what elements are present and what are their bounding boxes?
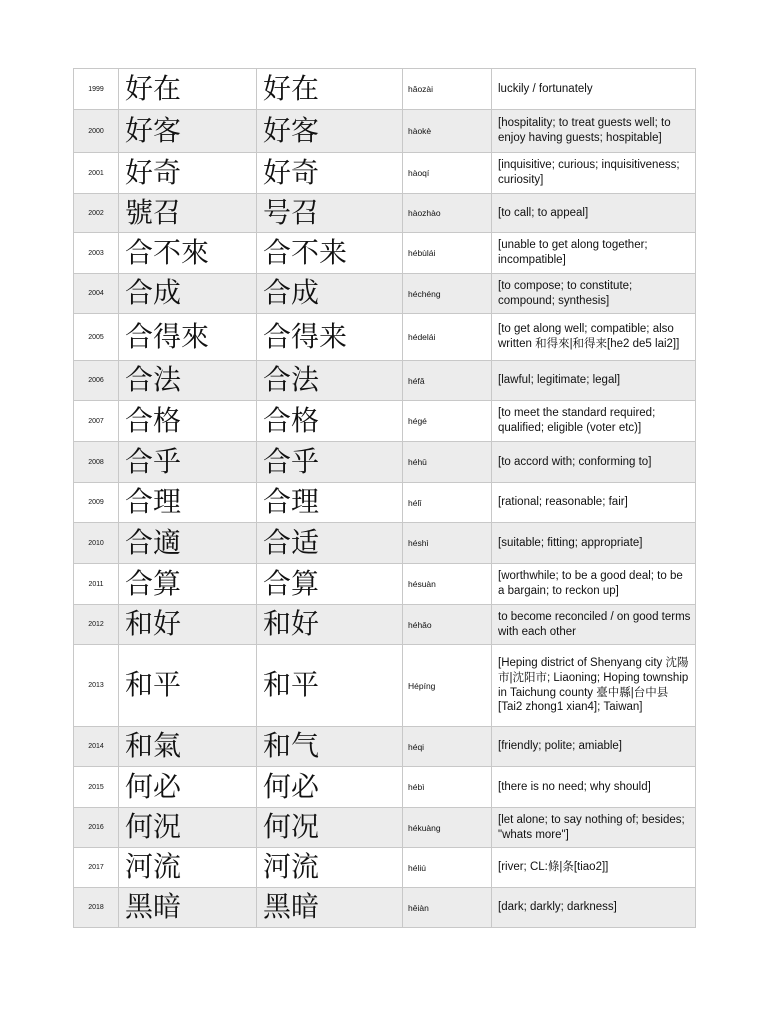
pinyin: héchéng [403,274,492,314]
definition: [river; CL:條|条[tiao2]] [492,848,696,888]
pinyin: héqi [403,727,492,767]
traditional-word: 合不來 [119,233,257,274]
definition: to become reconciled / on good terms with each other [492,605,696,645]
definition: [let alone; to say nothing of; besides; "whats more"] [492,808,696,848]
definition: [Heping district of Shenyang city 沈陽市|沈阳市; Liaoning; Hoping township in Taichung county 臺中縣|台中县[Tai2 zhong1 xian4]; Taiwan] [492,645,696,727]
traditional-word: 合成 [119,274,257,314]
table-row [74,274,696,314]
definition: [to get along well; compatible; also written 和得來|和得来[he2 de5 lai2]] [492,314,696,361]
definition: [to meet the standard required; qualified; eligible (voter etc)] [492,401,696,442]
simplified-word: 合不来 [257,233,403,274]
traditional-word: 合乎 [119,442,257,483]
simplified-word: 合理 [257,483,403,523]
definition: luckily / fortunately [492,69,696,110]
entry-number: 2012 [74,605,119,645]
traditional-word: 合理 [119,483,257,523]
pinyin: héliú [403,848,492,888]
traditional-word: 河流 [119,848,257,888]
table-row [74,767,696,808]
pinyin: héfǎ [403,361,492,401]
simplified-word: 合算 [257,564,403,605]
entry-number: 2015 [74,767,119,808]
definition: [lawful; legitimate; legal] [492,361,696,401]
pinyin: hélǐ [403,483,492,523]
table-row [74,69,696,110]
simplified-word: 黑暗 [257,888,403,928]
entry-number: 2001 [74,153,119,194]
simplified-word: 合乎 [257,442,403,483]
table-row [74,645,696,727]
entry-number: 2009 [74,483,119,523]
entry-number: 2010 [74,523,119,564]
entry-number: 2018 [74,888,119,928]
entry-number: 2006 [74,361,119,401]
simplified-word: 好客 [257,110,403,153]
pinyin: hàozhào [403,194,492,233]
traditional-word: 合法 [119,361,257,401]
simplified-word: 好在 [257,69,403,110]
traditional-word: 合得來 [119,314,257,361]
entry-number: 2002 [74,194,119,233]
pinyin: hésuàn [403,564,492,605]
pinyin: héhǎo [403,605,492,645]
entry-number: 2007 [74,401,119,442]
traditional-word: 何必 [119,767,257,808]
entry-number: 2017 [74,848,119,888]
simplified-word: 号召 [257,194,403,233]
entry-number: 2003 [74,233,119,274]
table-row [74,442,696,483]
entry-number: 2014 [74,727,119,767]
simplified-word: 何况 [257,808,403,848]
pinyin: héhū [403,442,492,483]
table-row [74,888,696,928]
pinyin: Hépíng [403,645,492,727]
traditional-word: 何況 [119,808,257,848]
table-row [74,153,696,194]
traditional-word: 好在 [119,69,257,110]
pinyin: hékuàng [403,808,492,848]
pinyin: hàoqí [403,153,492,194]
table-row [74,564,696,605]
table-row [74,361,696,401]
simplified-word: 何必 [257,767,403,808]
traditional-word: 黑暗 [119,888,257,928]
table-row [74,523,696,564]
definition: [worthwhile; to be a good deal; to be a bargain; to reckon up] [492,564,696,605]
definition: [to accord with; conforming to] [492,442,696,483]
table-row [74,605,696,645]
traditional-word: 好奇 [119,153,257,194]
definition: [suitable; fitting; appropriate] [492,523,696,564]
entry-number: 2011 [74,564,119,605]
table-row [74,401,696,442]
pinyin: hàokè [403,110,492,153]
pinyin: héshì [403,523,492,564]
entry-number: 2004 [74,274,119,314]
simplified-word: 和气 [257,727,403,767]
simplified-word: 和平 [257,645,403,727]
traditional-word: 合算 [119,564,257,605]
pinyin: hédelái [403,314,492,361]
traditional-word: 合格 [119,401,257,442]
vocabulary-table-body [74,69,696,928]
definition: [inquisitive; curious; inquisitiveness; curiosity] [492,153,696,194]
definition: [there is no need; why should] [492,767,696,808]
table-row [74,314,696,361]
traditional-word: 和好 [119,605,257,645]
table-row [74,808,696,848]
entry-number: 2008 [74,442,119,483]
traditional-word: 合適 [119,523,257,564]
pinyin: hēiàn [403,888,492,928]
definition: [dark; darkly; darkness] [492,888,696,928]
simplified-word: 合得来 [257,314,403,361]
table-row [74,848,696,888]
pinyin: hébì [403,767,492,808]
simplified-word: 和好 [257,605,403,645]
pinyin: hébùlái [403,233,492,274]
traditional-word: 和平 [119,645,257,727]
entry-number: 2016 [74,808,119,848]
entry-number: 2013 [74,645,119,727]
simplified-word: 合格 [257,401,403,442]
entry-number: 2005 [74,314,119,361]
table-row [74,110,696,153]
traditional-word: 號召 [119,194,257,233]
simplified-word: 好奇 [257,153,403,194]
table-row [74,483,696,523]
pinyin: hǎozài [403,69,492,110]
traditional-word: 好客 [119,110,257,153]
definition: [hospitality; to treat guests well; to enjoy having guests; hospitable] [492,110,696,153]
definition: [to compose; to constitute; compound; synthesis] [492,274,696,314]
traditional-word: 和氣 [119,727,257,767]
definition: [unable to get along together; incompatible] [492,233,696,274]
definition: [friendly; polite; amiable] [492,727,696,767]
vocabulary-table [73,68,696,928]
simplified-word: 合成 [257,274,403,314]
entry-number: 1999 [74,69,119,110]
table-row [74,233,696,274]
table-row [74,194,696,233]
simplified-word: 河流 [257,848,403,888]
simplified-word: 合法 [257,361,403,401]
simplified-word: 合适 [257,523,403,564]
entry-number: 2000 [74,110,119,153]
definition: [rational; reasonable; fair] [492,483,696,523]
definition: [to call; to appeal] [492,194,696,233]
table-row [74,727,696,767]
pinyin: hégé [403,401,492,442]
